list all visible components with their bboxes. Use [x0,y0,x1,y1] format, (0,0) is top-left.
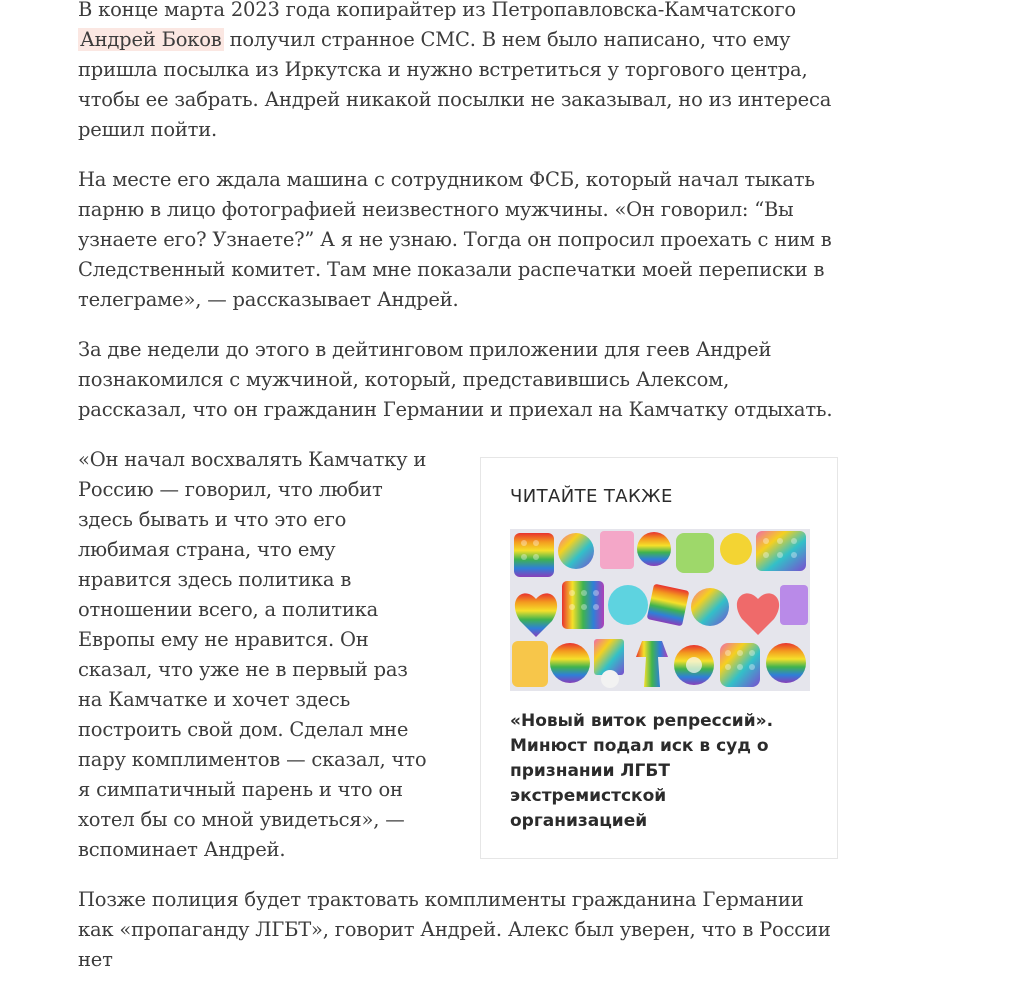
paragraph-4: «Он начал восхвалять Камчатку и Россию — говорил, что любит здесь бывать и что это его любимая страна, что ему нравится здесь политика в отношении всего, а политика Европы ему не нравится. Он сказал, что уже не в первый раз на Камчатке и хочет здесь построить свой дом. Сделал мне пару комплиментов — сказал, что я симпатичный парень и что он хотел бы со мной увидеться», — вспоминает Андрей. [78,448,427,861]
paragraph-1-start: В конце марта 2023 года копирайтер из Петропавловска-Камчатского [78,0,796,21]
read-also-card[interactable] [480,457,838,859]
author-link[interactable]: Андрей Боков [80,28,222,51]
read-also-heading: ЧИТАЙТЕ ТАКЖЕ [510,486,673,507]
paragraph-1-end: получил странное СМС. В нем было написано, что ему пришла посылка из Иркутска и нужно встретиться у торгового центра, чтобы ее забрать. Андрей никакой посылки не заказывал, но из интереса решил пойти. [78,28,832,141]
paragraph-with-sidebar [78,445,838,995]
read-also-image[interactable] [510,529,810,691]
paragraph-2: На месте его ждала машина с сотрудником ФСБ, который начал тыкать парню в лицо фотографией неизвестного мужчины. «Он говорил: “Вы узнаете его? Узнаете?” А я не узнаю. Тогда он попросил проехать с ним в Следственный комитет. Там мне показали распечатки моей переписки в телеграме», — рассказывает Андрей. [78,168,832,311]
paragraph-3: За две недели до этого в дейтинговом приложении для геев Андрей познакомился с мужчиной, который, представившись Алексом, рассказал, что он гражданин Германии и приехал на Камчатку отдыхать. [78,338,833,421]
paragraph-5: Позже полиция будет трактовать комплименты гражданина Германии как «пропаганду ЛГБТ», говорит Андрей. Алекс был уверен, что в России нет [78,888,831,971]
read-also-title-link[interactable]: «Новый виток репрессий». Минюст подал иск в суд о признании ЛГБТ экстремистской организацией [510,711,774,831]
article-body [78,0,838,995]
paragraph-1 [78,0,838,145]
